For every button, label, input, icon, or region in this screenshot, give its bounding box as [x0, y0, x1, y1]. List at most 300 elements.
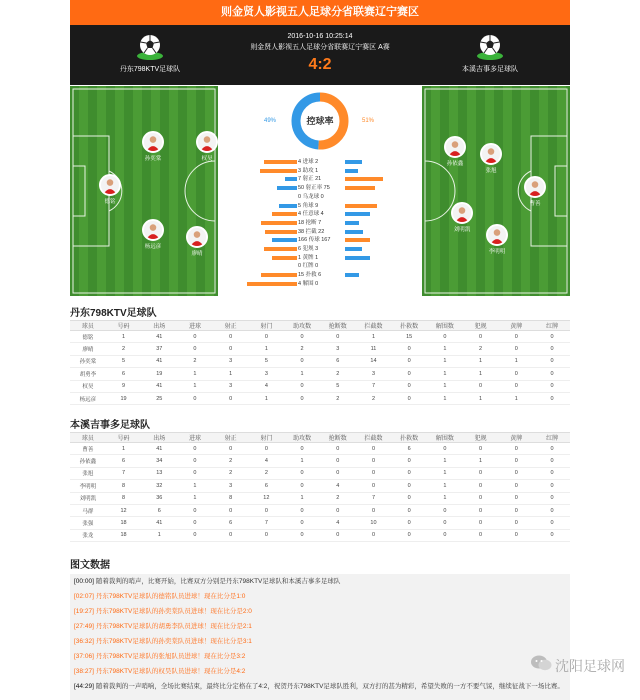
stat-row — [220, 280, 422, 288]
table-cell: 0 — [498, 480, 534, 492]
table-cell: 0 — [320, 331, 356, 343]
column-header[interactable]: 号码 — [106, 433, 142, 443]
pitch-lines — [70, 86, 218, 296]
table-cell: 0 — [391, 455, 427, 467]
table-cell: 0 — [463, 467, 499, 479]
table-cell: 0 — [249, 331, 285, 343]
table-cell: 7 — [356, 380, 392, 392]
away-stat-bar — [345, 186, 375, 190]
column-header[interactable]: 解围数 — [427, 321, 463, 331]
table-cell: 德铭 — [70, 331, 106, 343]
table-cell: 0 — [284, 529, 320, 541]
column-header[interactable]: 球员 — [70, 433, 106, 443]
table-cell: 张龙 — [70, 529, 106, 541]
table-cell: 0 — [177, 529, 213, 541]
player-marker[interactable] — [478, 143, 504, 174]
table-row — [70, 443, 570, 455]
log-entry — [74, 650, 566, 663]
table-cell: 11 — [356, 343, 392, 355]
player-name: 孙奕棠 — [144, 156, 162, 162]
table-cell: 1 — [356, 331, 392, 343]
table-row — [70, 343, 570, 355]
table-cell: 1 — [141, 529, 177, 541]
table-cell: 6 — [106, 455, 142, 467]
table-cell: 0 — [534, 368, 570, 380]
table-cell: 0 — [534, 443, 570, 455]
table-cell: 0 — [320, 529, 356, 541]
stat-label: 7 射正 21 — [298, 176, 322, 183]
table-cell: 0 — [249, 443, 285, 455]
table-cell: 2 — [320, 492, 356, 504]
table-cell: 0 — [213, 504, 249, 516]
table-cell: 4 — [320, 480, 356, 492]
table-cell: 0 — [391, 343, 427, 355]
table-cell: 41 — [141, 331, 177, 343]
table-cell: 0 — [427, 504, 463, 516]
table-cell: 6 — [249, 480, 285, 492]
column-header[interactable]: 红牌 — [534, 321, 570, 331]
table-cell: 6 — [106, 368, 142, 380]
log-time: [38:27] — [74, 668, 94, 675]
log-time: [27:49] — [74, 623, 94, 630]
log-time: [02:07] — [74, 593, 94, 600]
table-cell: 2 — [320, 392, 356, 404]
table-cell: 3 — [213, 480, 249, 492]
table-cell: 0 — [284, 467, 320, 479]
column-header[interactable]: 红牌 — [534, 433, 570, 443]
table-cell: 34 — [141, 455, 177, 467]
table-cell: 0 — [177, 343, 213, 355]
table-cell: 0 — [391, 368, 427, 380]
table-cell: 0 — [534, 467, 570, 479]
away-stat-bar — [345, 247, 362, 251]
stat-row — [220, 167, 422, 175]
table-row — [70, 392, 570, 404]
table-cell: 0 — [356, 529, 392, 541]
table-cell: 李明明 — [70, 480, 106, 492]
table-cell: 0 — [391, 492, 427, 504]
table-cell: 5 — [249, 355, 285, 367]
log-entry — [74, 575, 566, 588]
log-time: [19:27] — [74, 608, 94, 615]
table-cell: 0 — [356, 455, 392, 467]
table-cell: 0 — [463, 504, 499, 516]
stat-row — [220, 193, 422, 201]
stat-row — [220, 219, 422, 227]
table-cell: 0 — [498, 529, 534, 541]
table-cell: 0 — [498, 368, 534, 380]
away-stat-bar — [345, 238, 370, 242]
column-header[interactable]: 抢断数 — [320, 321, 356, 331]
table-cell: 4 — [249, 380, 285, 392]
table-cell: 0 — [213, 331, 249, 343]
table-cell: 1 — [213, 368, 249, 380]
home-stat-bar — [285, 177, 298, 181]
log-entry — [74, 620, 566, 633]
stat-label: 4 解围 0 — [298, 280, 319, 287]
table-cell: 0 — [463, 492, 499, 504]
table-cell: 41 — [141, 355, 177, 367]
table-cell: 3 — [356, 368, 392, 380]
table-cell: 7 — [106, 467, 142, 479]
table-row — [70, 455, 570, 467]
log-entry — [74, 605, 566, 618]
column-header[interactable]: 黄牌 — [498, 433, 534, 443]
table-cell: 1 — [498, 355, 534, 367]
table-cell: 0 — [427, 331, 463, 343]
table-header-row — [70, 321, 570, 331]
table-cell: 1 — [427, 492, 463, 504]
table-cell: 7 — [356, 492, 392, 504]
table-cell: 0 — [391, 467, 427, 479]
stat-row — [220, 245, 422, 253]
stat-label: 18 抢断 7 — [298, 219, 322, 226]
stat-row — [220, 271, 422, 279]
player-marker[interactable] — [194, 131, 220, 162]
player-avatar-icon — [99, 174, 121, 196]
log-text: 丹东798KTV足球队的张旭队员进球！现在比分是3:2 — [95, 653, 246, 660]
column-header[interactable]: 黄牌 — [498, 321, 534, 331]
table-cell: 1 — [249, 343, 285, 355]
column-header[interactable]: 犯规 — [463, 433, 499, 443]
away-stat-bar — [345, 160, 362, 164]
away-team-block[interactable] — [435, 31, 545, 74]
player-marker[interactable] — [442, 136, 468, 167]
away-roster-title: 本溪吉事多足球队 — [70, 420, 150, 431]
table-cell: 18 — [106, 529, 142, 541]
away-stat-bar — [345, 256, 370, 260]
column-header[interactable]: 扑救数 — [391, 321, 427, 331]
table-cell: 0 — [498, 380, 534, 392]
table-cell: 刘明凯 — [70, 492, 106, 504]
table-cell: 0 — [427, 517, 463, 529]
table-cell: 2 — [249, 467, 285, 479]
table-cell: 1 — [177, 492, 213, 504]
stat-label: 38 拦截 22 — [298, 228, 325, 235]
player-marker[interactable] — [522, 176, 548, 207]
table-cell: 张旭 — [70, 467, 106, 479]
table-cell: 19 — [106, 392, 142, 404]
table-cell: 1 — [427, 455, 463, 467]
log-text: 丹东798KTV足球队的孙奕棠队员进球！现在比分是2:0 — [95, 608, 252, 615]
table-cell: 0 — [391, 392, 427, 404]
table-cell: 1 — [463, 368, 499, 380]
column-header[interactable]: 进球 — [177, 433, 213, 443]
possession-label: 控球率 — [306, 116, 334, 126]
table-cell: 孙依鑫 — [70, 455, 106, 467]
table-cell: 1 — [177, 480, 213, 492]
table-cell: 0 — [177, 517, 213, 529]
table-cell: 4 — [320, 517, 356, 529]
away-stat-bar — [345, 230, 363, 234]
column-header[interactable]: 拦截数 — [356, 321, 392, 331]
table-cell: 0 — [534, 355, 570, 367]
stat-label: 1 黄牌 1 — [298, 254, 319, 261]
table-cell: 1 — [284, 455, 320, 467]
table-cell: 36 — [141, 492, 177, 504]
table-cell: 6 — [320, 355, 356, 367]
table-cell: 3 — [213, 380, 249, 392]
final-score: 4:2 — [308, 56, 332, 73]
table-cell: 10 — [356, 517, 392, 529]
possession-widget — [220, 86, 420, 156]
table-cell: 权昊 — [70, 380, 106, 392]
home-stat-bar — [261, 221, 297, 225]
column-header[interactable]: 射正 — [213, 433, 249, 443]
table-cell: 0 — [177, 504, 213, 516]
table-cell: 19 — [141, 368, 177, 380]
player-name: 廖晴 — [191, 251, 203, 257]
table-cell: 2 — [463, 343, 499, 355]
table-cell: 37 — [141, 343, 177, 355]
player-avatar-icon — [142, 131, 164, 153]
player-avatar-icon — [486, 224, 508, 246]
stat-label: 15 扑救 6 — [298, 272, 322, 279]
player-name: 刘明凯 — [453, 227, 471, 233]
table-cell: 张强 — [70, 517, 106, 529]
table-header-row — [70, 433, 570, 443]
table-cell: 2 — [177, 355, 213, 367]
table-cell: 1 — [427, 480, 463, 492]
stat-row — [220, 262, 422, 270]
table-cell: 41 — [141, 443, 177, 455]
stat-label: 166 传球 167 — [298, 237, 331, 244]
table-cell: 0 — [284, 331, 320, 343]
table-cell: 0 — [427, 529, 463, 541]
table-cell: 5 — [320, 380, 356, 392]
table-cell: 1 — [106, 443, 142, 455]
table-cell: 0 — [498, 343, 534, 355]
watermark: 沈阳足球网 — [555, 658, 625, 674]
player-name: 杨远彦 — [144, 244, 162, 250]
table-cell: 0 — [463, 380, 499, 392]
log-entry — [74, 635, 566, 648]
column-header[interactable]: 出场 — [141, 433, 177, 443]
player-avatar-icon — [142, 219, 164, 241]
table-cell: 1 — [284, 368, 320, 380]
table-cell: 0 — [498, 517, 534, 529]
column-header[interactable]: 球员 — [70, 321, 106, 331]
table-cell: 0 — [534, 343, 570, 355]
table-cell: 2 — [213, 467, 249, 479]
player-avatar-icon — [444, 136, 466, 158]
table-cell: 廖晴 — [70, 343, 106, 355]
table-cell: 2 — [106, 343, 142, 355]
away-stat-bar — [345, 204, 377, 208]
table-cell: 18 — [106, 517, 142, 529]
table-cell: 1 — [427, 380, 463, 392]
player-avatar-icon — [524, 176, 546, 198]
column-header[interactable]: 助攻数 — [284, 321, 320, 331]
table-cell: 32 — [141, 480, 177, 492]
log-time: [36:32] — [74, 638, 94, 645]
table-cell: 0 — [284, 443, 320, 455]
away-stat-bar — [345, 169, 358, 173]
table-cell: 0 — [391, 480, 427, 492]
player-marker[interactable] — [484, 224, 510, 255]
table-cell: 马群 — [70, 504, 106, 516]
stat-label: 4 任意球 4 — [298, 211, 324, 218]
home-stat-bar — [247, 282, 297, 286]
column-header[interactable]: 进球 — [177, 321, 213, 331]
table-cell: 0 — [213, 443, 249, 455]
column-header[interactable]: 解围数 — [427, 433, 463, 443]
log-section-title: 图文数据 — [70, 560, 110, 571]
page-title: 则金贤人影视五人足球分省联赛辽宁赛区 — [70, 0, 570, 25]
table-cell: 12 — [249, 492, 285, 504]
home-roster-title: 丹东798KTV足球队 — [70, 308, 157, 319]
table-cell: 曹善 — [70, 443, 106, 455]
table-cell: 0 — [284, 517, 320, 529]
table-cell: 0 — [463, 529, 499, 541]
table-cell: 0 — [284, 380, 320, 392]
table-cell: 13 — [141, 467, 177, 479]
table-cell: 1 — [106, 331, 142, 343]
table-cell: 7 — [249, 517, 285, 529]
table-cell: 0 — [284, 480, 320, 492]
table-cell: 0 — [534, 331, 570, 343]
table-cell: 0 — [534, 455, 570, 467]
player-marker[interactable] — [140, 131, 166, 162]
table-cell: 0 — [463, 480, 499, 492]
table-cell: 0 — [177, 443, 213, 455]
table-cell: 6 — [391, 443, 427, 455]
player-marker[interactable] — [97, 174, 123, 205]
stat-row — [220, 184, 422, 192]
table-cell: 0 — [391, 517, 427, 529]
table-cell: 41 — [141, 380, 177, 392]
table-cell: 0 — [534, 517, 570, 529]
table-cell: 1 — [177, 368, 213, 380]
table-cell: 0 — [320, 504, 356, 516]
table-cell: 1 — [427, 355, 463, 367]
table-cell: 0 — [213, 392, 249, 404]
table-cell: 0 — [356, 480, 392, 492]
home-team-name: 丹东798KTV足球队 — [119, 66, 181, 73]
player-marker[interactable] — [184, 226, 210, 257]
table-cell: 0 — [249, 504, 285, 516]
table-cell: 0 — [463, 331, 499, 343]
stat-label: 0 红牌 0 — [298, 263, 319, 270]
table-cell: 6 — [141, 504, 177, 516]
table-cell: 0 — [427, 443, 463, 455]
player-name: 李明明 — [488, 249, 506, 255]
stat-row — [220, 254, 422, 262]
column-header[interactable]: 拦截数 — [356, 433, 392, 443]
log-text: 随着裁判的哨声，比赛开始，比赛双方分别是丹东798KTV足球队和本溪吉事多足球队 — [95, 578, 341, 585]
wechat-icon — [530, 654, 552, 672]
column-header[interactable]: 射门 — [249, 321, 285, 331]
column-header[interactable]: 射门 — [249, 433, 285, 443]
home-stat-bar — [277, 186, 297, 190]
table-cell: 1 — [427, 467, 463, 479]
away-stat-bar — [345, 212, 370, 216]
table-row — [70, 331, 570, 343]
table-cell: 6 — [213, 517, 249, 529]
player-avatar-icon — [186, 226, 208, 248]
column-header[interactable]: 号码 — [106, 321, 142, 331]
table-cell: 0 — [177, 331, 213, 343]
table-cell: 0 — [177, 455, 213, 467]
table-cell: 0 — [391, 529, 427, 541]
table-cell: 0 — [356, 443, 392, 455]
table-cell: 0 — [177, 467, 213, 479]
table-cell: 1 — [427, 343, 463, 355]
home-roster-table — [70, 320, 570, 405]
table-cell: 2 — [284, 343, 320, 355]
table-cell: 2 — [356, 392, 392, 404]
table-cell: 9 — [106, 380, 142, 392]
home-stat-bar — [264, 247, 297, 251]
table-cell: 1 — [463, 455, 499, 467]
player-marker[interactable] — [140, 219, 166, 250]
table-cell: 0 — [391, 504, 427, 516]
table-cell: 孙奕棠 — [70, 355, 106, 367]
table-cell: 0 — [177, 392, 213, 404]
table-cell: 0 — [356, 467, 392, 479]
column-header[interactable]: 出场 — [141, 321, 177, 331]
table-cell: 0 — [249, 529, 285, 541]
player-marker[interactable] — [449, 202, 475, 233]
table-cell: 0 — [320, 443, 356, 455]
table-cell: 0 — [284, 392, 320, 404]
table-row — [70, 368, 570, 380]
soccer-ball-icon — [475, 31, 505, 61]
table-row — [70, 529, 570, 541]
stat-label: 6 犯规 3 — [298, 246, 319, 252]
table-cell: 0 — [534, 480, 570, 492]
home-stat-bar — [264, 160, 297, 164]
table-cell: 0 — [498, 331, 534, 343]
log-entry — [74, 665, 566, 678]
column-header[interactable]: 助攻数 — [284, 433, 320, 443]
player-name: 张旭 — [485, 168, 497, 174]
stat-row — [220, 202, 422, 210]
table-cell: 8 — [213, 492, 249, 504]
table-cell: 3 — [213, 355, 249, 367]
table-cell: 5 — [106, 355, 142, 367]
player-name: 权昊 — [201, 156, 213, 162]
stat-label: 0 乌龙球 0 — [298, 193, 324, 200]
column-header[interactable]: 犯规 — [463, 321, 499, 331]
table-cell: 8 — [106, 492, 142, 504]
table-row — [70, 504, 570, 516]
stat-row — [220, 228, 422, 236]
stat-label: 5 角球 9 — [298, 202, 319, 209]
table-cell: 2 — [320, 368, 356, 380]
home-stat-bar — [261, 273, 297, 277]
table-cell: 0 — [463, 443, 499, 455]
column-header[interactable]: 扑救数 — [391, 433, 427, 443]
table-cell: 0 — [534, 392, 570, 404]
table-cell: 0 — [498, 504, 534, 516]
stat-label: 50 射正率 75 — [298, 185, 330, 192]
column-header[interactable]: 抢断数 — [320, 433, 356, 443]
table-cell: 0 — [498, 443, 534, 455]
table-cell: 0 — [320, 455, 356, 467]
away-stat-bar — [345, 221, 359, 225]
log-text: 丹东798KTV足球队的权昊队员进球！现在比分是4:2 — [95, 668, 246, 675]
table-cell: 1 — [463, 392, 499, 404]
player-avatar-icon — [480, 143, 502, 165]
stat-label: 4 进球 2 — [298, 159, 319, 165]
log-time: [00:00] — [74, 578, 94, 585]
column-header[interactable]: 射正 — [213, 321, 249, 331]
home-team-block[interactable] — [95, 31, 205, 74]
table-cell: 0 — [498, 455, 534, 467]
table-row — [70, 380, 570, 392]
player-avatar-icon — [451, 202, 473, 224]
